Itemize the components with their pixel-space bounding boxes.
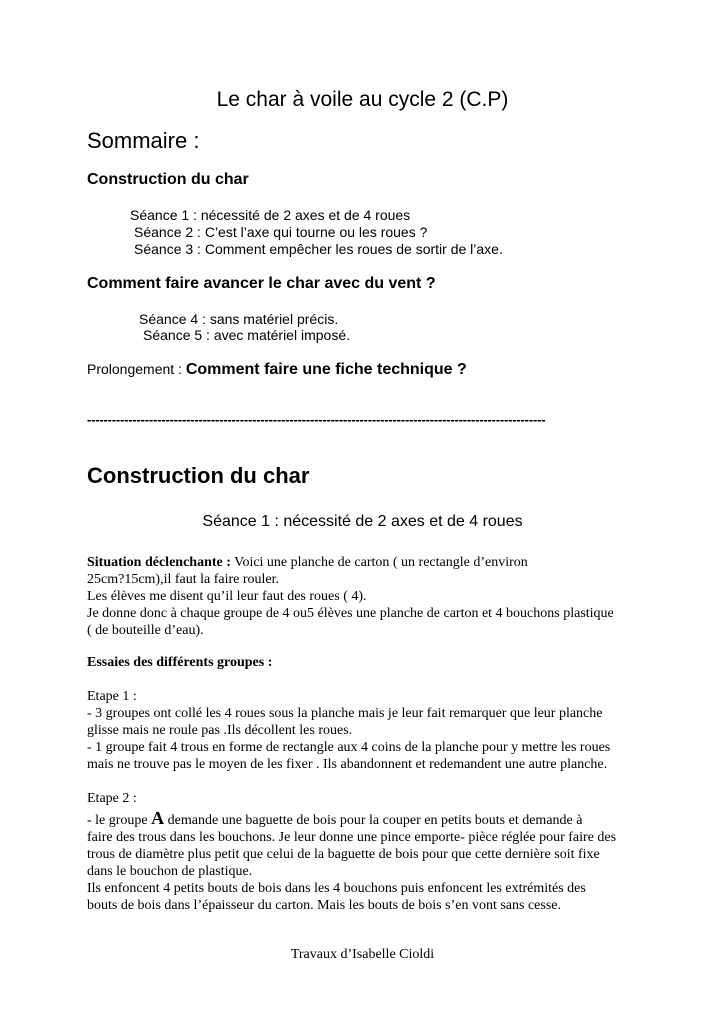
etape2-line: Ils enfoncent 4 petits bouts de bois dans les 4 bouchons puis enfoncent les extrémités des — [87, 881, 586, 896]
etape1-line: mais ne trouve pas le moyen de les fixer . Ils abandonnent et redemandent une autre planche. — [87, 757, 608, 772]
section-separator: --------------------------------------------------------------------------------------------------------------- — [87, 412, 546, 427]
etape2-prefix: - le groupe — [87, 813, 152, 828]
summary-item-seance5: Séance 5 : avec matériel imposé. — [143, 327, 350, 343]
etape2-label: Etape 2 : — [87, 791, 137, 806]
summary-section1-title: Construction du char — [87, 171, 249, 188]
situation-line: ( de bouteille d’eau). — [87, 623, 204, 638]
etape2-paragraph — [87, 790, 647, 914]
summary-item-seance3: Séance 3 : Comment empêcher les roues de sortir de l’axe. — [134, 241, 503, 257]
prolongement-label: Prolongement : — [87, 361, 186, 377]
group-a-label: A — [151, 808, 165, 828]
etape1-line: - 1 groupe fait 4 trous en forme de rectangle aux 4 coins de la planche pour y mettre les roues — [87, 740, 611, 755]
seance1-subheading: Séance 1 : nécessité de 2 axes et de 4 roues — [202, 513, 523, 530]
summary-heading: Sommaire : — [87, 128, 200, 153]
situation-paragraph — [87, 554, 647, 639]
situation-label: Situation déclenchante : — [87, 555, 231, 570]
etape2-line: bouts de bois dans l’épaisseur du carton. Mais les bouts de bois s’en vont sans cesse. — [87, 898, 561, 913]
etape2-line: trous de diamètre plus petit que celui de la baguette de bois pour que cette dernière soit fixe — [87, 847, 600, 862]
summary-item-seance2: Séance 2 : C’est l’axe qui tourne ou les roues ? — [134, 224, 428, 240]
main-heading: Construction du char — [87, 463, 310, 488]
document-title: Le char à voile au cycle 2 (C.P) — [216, 88, 509, 111]
essais-heading: Essaies des différents groupes : — [87, 655, 273, 670]
prolongement-title: Comment faire une fiche technique ? — [185, 361, 467, 378]
summary-section2-title: Comment faire avancer le char avec du vent ? — [87, 275, 436, 292]
situation-line: Voici une planche de carton ( un rectangle d’environ — [230, 555, 528, 570]
footer-author: Travaux d’Isabelle Cioldi — [290, 947, 435, 962]
etape1-line: - 3 groupes ont collé les 4 roues sous la planche mais je leur fait remarquer que leur planche — [87, 706, 603, 721]
situation-line: Les élèves me disent qu’il leur faut des roues ( 4). — [87, 589, 367, 604]
prolongement-line — [87, 361, 467, 379]
etape2-line: dans le bouchon de plastique. — [87, 864, 253, 879]
situation-line: 25cm?15cm),il faut la faire rouler. — [87, 572, 280, 587]
etape1-line: glisse mais ne roule pas .Ils décollent les roues. — [87, 723, 353, 738]
summary-item-seance1: Séance 1 : nécessité de 2 axes et de 4 roues — [130, 207, 411, 223]
etape1-label: Etape 1 : — [87, 689, 137, 704]
etape1-paragraph — [87, 688, 647, 773]
etape2-first-line — [87, 810, 647, 829]
summary-item-seance4: Séance 4 : sans matériel précis. — [139, 311, 339, 327]
etape2-suffix: demande une baguette de bois pour la couper en petits bouts et demande à — [164, 813, 583, 828]
situation-line: Je donne donc à chaque groupe de 4 ou5 élèves une planche de carton et 4 bouchons plastique — [87, 606, 614, 621]
etape2-line: faire des trous dans les bouchons. Je leur donne une pince emporte- pièce réglée pour faire des — [87, 830, 617, 845]
situation-first-line — [87, 554, 647, 571]
